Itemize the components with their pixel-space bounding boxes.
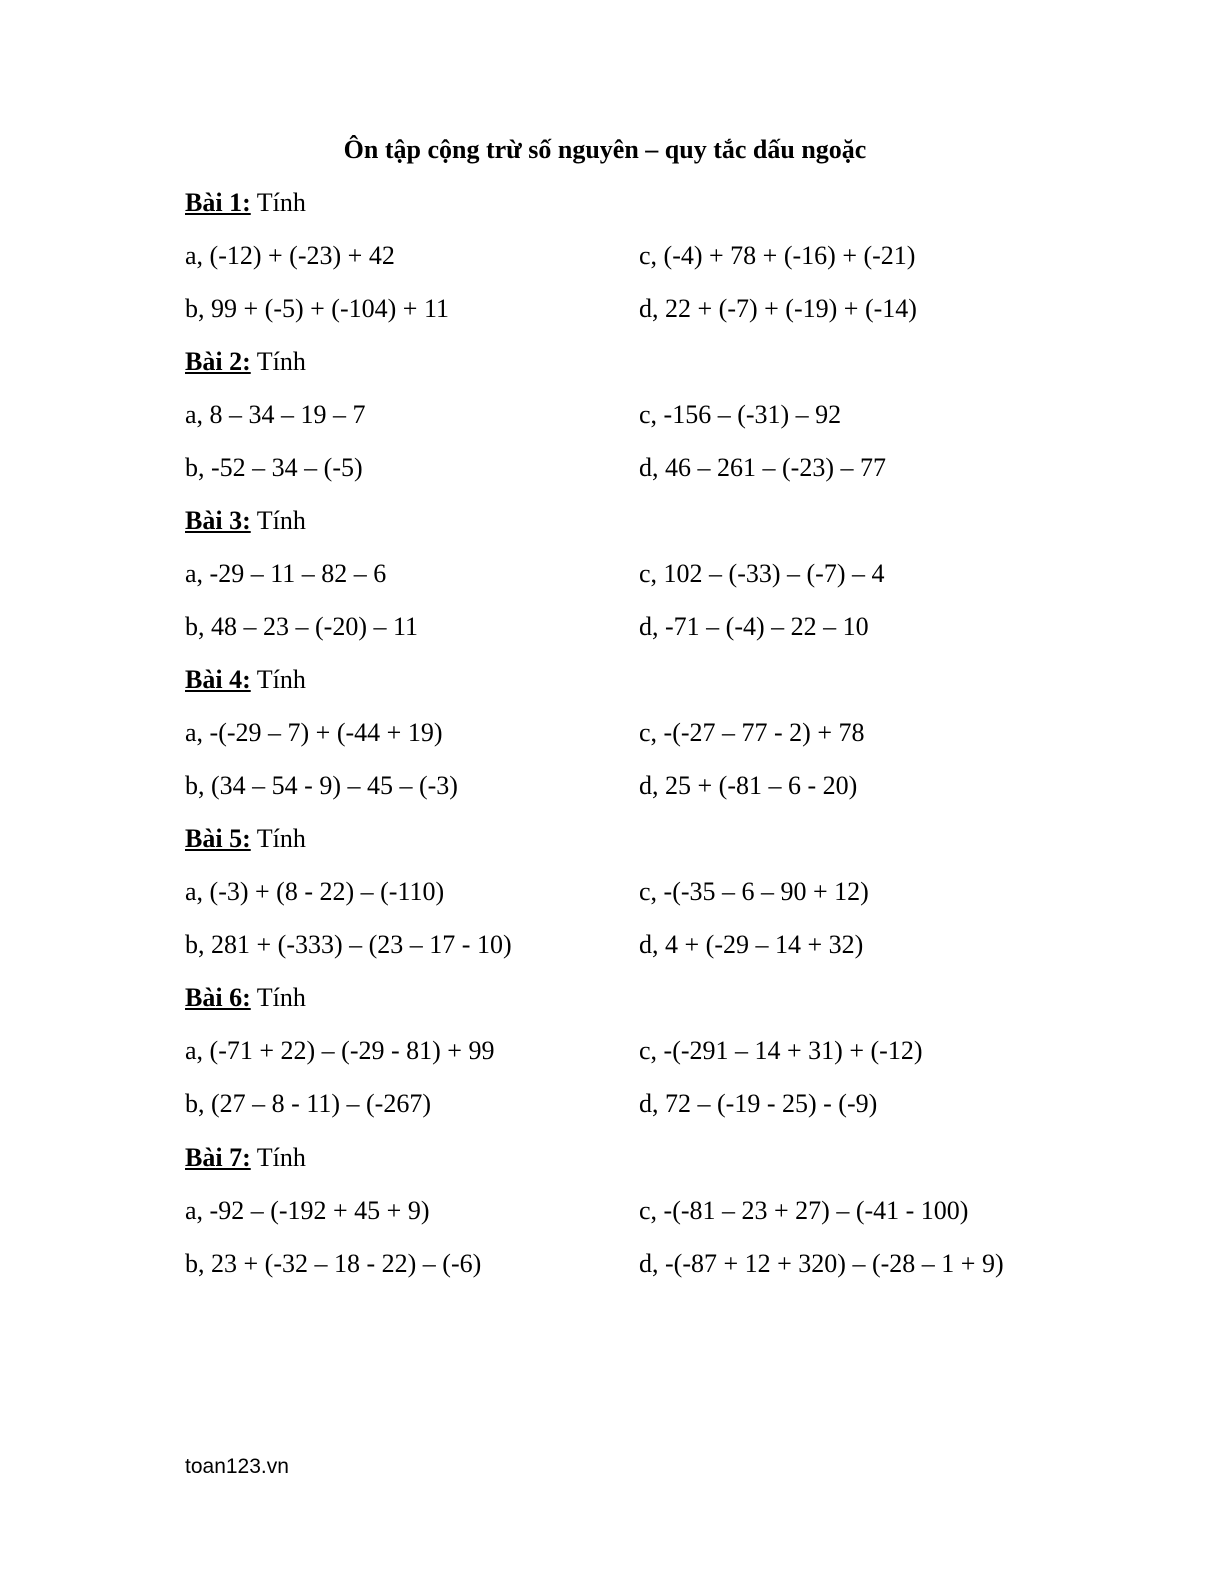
exercise-label: Bài 7: [185,1143,251,1172]
problem-row [185,769,1045,822]
exercise-instruction: Tính [256,983,306,1012]
problem-b: b, 23 + (-32 – 18 - 22) – (-6) [185,1249,482,1278]
problem-row [185,610,1045,663]
exercise-5 [185,822,1045,981]
problem-row [185,451,1045,504]
exercise-label: Bài 5: [185,824,251,853]
problem-a: a, -92 – (-192 + 45 + 9) [185,1196,430,1225]
problem-b: b, (27 – 8 - 11) – (-267) [185,1089,431,1118]
problem-d: d, 46 – 261 – (-23) – 77 [639,453,886,482]
problem-a: a, (-3) + (8 - 22) – (-110) [185,877,445,906]
exercise-2 [185,345,1045,504]
problem-row [185,716,1045,769]
problem-d: d, 22 + (-7) + (-19) + (-14) [639,294,917,323]
exercise-header [185,663,1045,716]
exercise-instruction: Tính [256,188,306,217]
exercise-header [185,345,1045,398]
exercise-label: Bài 6: [185,983,251,1012]
problem-row [185,1194,1045,1247]
problem-row [185,928,1045,981]
exercise-header [185,1141,1045,1194]
exercise-header [185,822,1045,875]
problem-b: b, -52 – 34 – (-5) [185,453,363,482]
problem-a: a, -(-29 – 7) + (-44 + 19) [185,718,443,747]
problem-b: b, 48 – 23 – (-20) – 11 [185,612,419,641]
problem-row [185,1247,1045,1300]
problem-row [185,1087,1045,1140]
problem-c: c, -(-291 – 14 + 31) + (-12) [639,1036,923,1065]
exercise-7 [185,1141,1045,1300]
problem-a: a, (-12) + (-23) + 42 [185,241,395,270]
exercise-1 [185,186,1045,345]
exercise-header [185,981,1045,1034]
exercise-label: Bài 3: [185,506,251,535]
problem-c: c, 102 – (-33) – (-7) – 4 [639,559,885,588]
exercise-6 [185,981,1045,1140]
exercise-label: Bài 2: [185,347,251,376]
problem-d: d, 25 + (-81 – 6 - 20) [639,771,858,800]
problem-a: a, 8 – 34 – 19 – 7 [185,400,366,429]
problem-c: c, -(-35 – 6 – 90 + 12) [639,877,869,906]
problem-a: a, -29 – 11 – 82 – 6 [185,559,387,588]
problem-row [185,398,1045,451]
exercise-header [185,504,1045,557]
exercise-instruction: Tính [256,665,306,694]
exercise-4 [185,663,1045,822]
exercise-label: Bài 1: [185,188,251,217]
footer-site-name: toan123.vn [185,1455,289,1478]
problem-c: c, -(-27 – 77 - 2) + 78 [639,718,865,747]
problem-d: d, -(-87 + 12 + 320) – (-28 – 1 + 9) [639,1249,1004,1278]
exercise-instruction: Tính [256,1143,306,1172]
exercise-instruction: Tính [256,824,306,853]
problem-b: b, 99 + (-5) + (-104) + 11 [185,294,449,323]
problem-b: b, (34 – 54 - 9) – 45 – (-3) [185,771,458,800]
problem-row [185,292,1045,345]
problem-row [185,239,1045,292]
problem-d: d, 4 + (-29 – 14 + 32) [639,930,864,959]
exercise-instruction: Tính [256,506,306,535]
problem-d: d, -71 – (-4) – 22 – 10 [639,612,869,641]
problem-b: b, 281 + (-333) – (23 – 17 - 10) [185,930,512,959]
exercise-3 [185,504,1045,663]
problem-c: c, -156 – (-31) – 92 [639,400,842,429]
problem-d: d, 72 – (-19 - 25) - (-9) [639,1089,878,1118]
exercise-instruction: Tính [256,347,306,376]
problem-c: c, -(-81 – 23 + 27) – (-41 - 100) [639,1196,969,1225]
exercise-header [185,186,1045,239]
problem-row [185,557,1045,610]
problem-row [185,875,1045,928]
page-title: Ôn tập cộng trừ số nguyên – quy tắc dấu ngoặc [343,135,867,164]
exercise-label: Bài 4: [185,665,251,694]
problem-row [185,1034,1045,1087]
problem-c: c, (-4) + 78 + (-16) + (-21) [639,241,916,270]
problem-a: a, (-71 + 22) – (-29 - 81) + 99 [185,1036,495,1065]
